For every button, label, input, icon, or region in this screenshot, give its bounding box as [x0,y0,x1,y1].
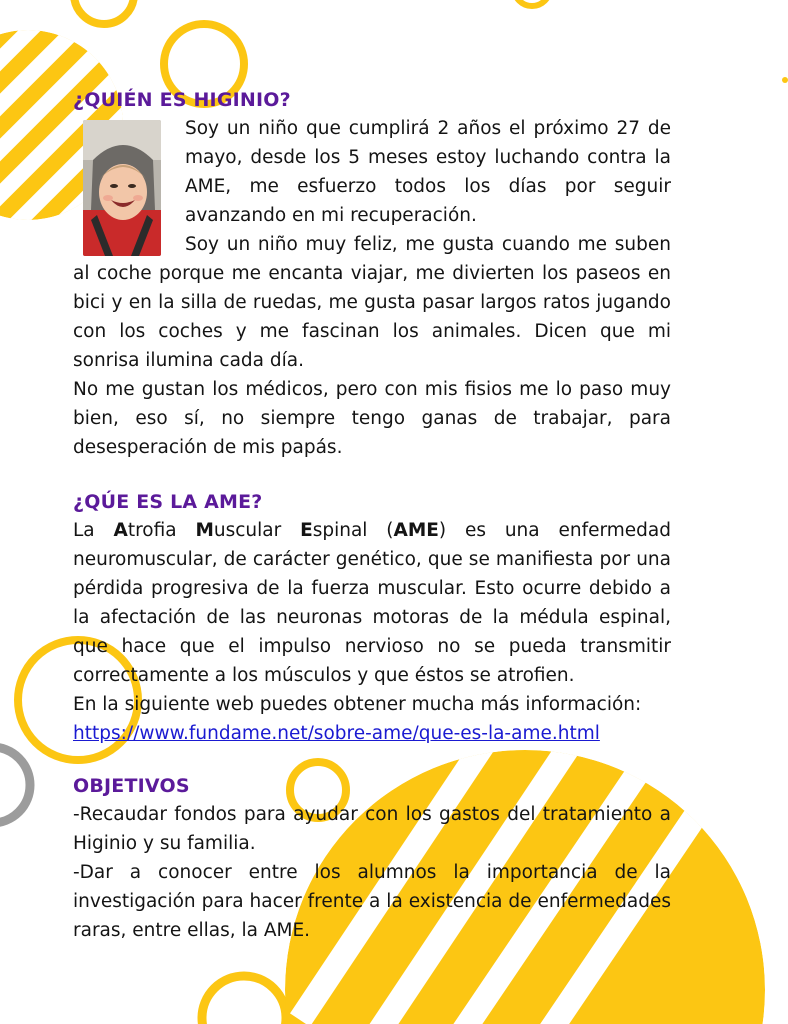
ring-grey-left [0,747,30,823]
initial-a: A [113,520,128,541]
objective-item-2: -Dar a conocer entre los alumnos la importancia de la investigación para hacer frente a la existencia de enfermedades raras, entre ellas, la AME. [73,862,671,941]
ring-bottom-left [202,976,286,1024]
heading-quien-es-higinio: ¿QUIÉN ES HIGINIO? [73,89,291,111]
paragraph-intro: Soy un niño que cumplirá 2 años el próximo 27 de mayo, desde los 5 meses estoy luchando contra la AME, me esfuerzo todos los días por seguir avanzando en mi recuperación. [185,118,671,226]
paragraph-feliz: Soy un niño muy feliz, me gusta cuando me suben al coche porque me encanta viajar, me divierten los paseos en bici y en la silla de ruedas, me gusta pasar largos ratos jugando con los coches y me fascinan los animales. Dicen que mi sonrisa ilumina cada día. [73,234,671,371]
objective-item-1: -Recaudar fondos para ayudar con los gastos del tratamiento a Higinio y su familia. [73,804,671,854]
fundame-link[interactable]: https://www.fundame.net/sobre-ame/que-es-la-ame.html [73,723,600,744]
text-trofia: trofia [127,520,196,541]
heading-objetivos: OBJETIVOS [73,775,190,797]
paragraph-medicos: No me gustan los médicos, pero con mis fisios me lo paso muy bien, eso sí, no siempre tengo ganas de trabajar, para desesperación de mis papás. [73,379,671,458]
text-la: La [73,520,114,541]
acronym-ame: AME [393,520,439,541]
text-ame-body: es una enfermedad neuromuscular, de carácter genético, que se manifiesta por una pérdida progresiva de la fuerza muscular. Esto ocurre debido a la afectación de las neuronas motoras de la médula espinal, que hace que el impulso nervioso no se pueda transmitir correctamente a los músculos y que éstos se atrofien. [73,520,671,686]
ring-top-right [514,0,550,6]
child-photo-image [83,120,161,256]
paren-close: ) [438,520,447,541]
initial-m: M [195,520,214,541]
paren-open: ( [386,520,394,541]
initial-e: E [300,520,313,541]
paragraph-more-info: En la siguiente web puedes obtener mucha más información: [73,694,642,715]
ring-top-left [74,0,134,24]
heading-que-es-la-ame: ¿QÚE ES LA AME? [73,491,263,513]
paragraph-ame-definition [73,516,671,690]
document-content [73,86,671,945]
text-uscular: uscular [213,520,301,541]
text-spinal: spinal [312,520,387,541]
child-photo [83,120,161,256]
